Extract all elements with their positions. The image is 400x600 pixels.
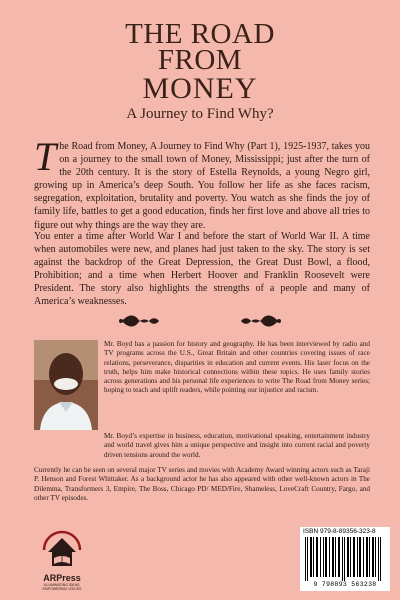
author-photo bbox=[34, 340, 98, 430]
barcode-number: 9 798893 563238 bbox=[313, 581, 377, 588]
barcode-icon bbox=[304, 537, 386, 581]
flourish-right-icon bbox=[238, 312, 282, 330]
title-line-2: FROM bbox=[157, 44, 243, 76]
title-line-3: MONEY bbox=[142, 72, 258, 105]
bio-paragraph-2a: Mr. Boyd’s expertise in business, education, motivational speaking, entertainment industry and world travel gives him a unique perspective and insight into current racial and poverty driven tensions around the world. bbox=[104, 432, 370, 459]
bio-paragraph-1: Mr. Boyd has a passion for history and geography. He has been interviewed by radio and TV programs across the U.S., Great Britain and other countries covering issues of race relations, perseverance, disparities in education and current events. His laser focus on the truth, helps him make historical connections within these topics. He uses family stories across generations and his personal life experiences to write The Road from Money series; hoping to teach and uplift readers, while pointing our injustice and racism. bbox=[104, 340, 370, 395]
title-line-1: THE ROAD bbox=[125, 18, 275, 50]
drop-cap: T bbox=[34, 134, 57, 179]
publisher-name: ARPress bbox=[43, 573, 81, 583]
isbn-text: ISBN 979-8-89356-323-8 bbox=[303, 528, 376, 535]
synopsis-paragraph-2: You enter a time after World War I and before the start of World War II. A time when automobiles were new, and planes had just taken to the sky. The story is set against the backdrop of the Great Depression, the Great Dust Bowl, a flood, Prohibition; and a time when Herbert Hoover and Franklin Roosevelt were President. The story also highlights the strengths of a people and many of America’s weaknesses. bbox=[34, 231, 370, 308]
synopsis-text-1: he Road from Money, A Journey to Find Why (Part 1), 1925-1937, takes you on a journey to the small town of Money, Mississippi; just after the turn of the 20th century. It is the story of Estella Reynolds, a young Negro girl, growing up in America’s deep South. You follow her life as she faces racism, segregation, exploitation, brutality and poverty. You watch as she finds the joy of family life, battles to get a good education, finds her first love and above all tries to figure out why things are the way they are. bbox=[34, 141, 370, 231]
flourish-left-icon bbox=[118, 312, 162, 330]
synopsis-paragraph-1 bbox=[34, 134, 370, 232]
publisher-tagline: ILLUMINATING IDEAS, EMPOWERING VOICES bbox=[42, 583, 82, 591]
bio-paragraph-2b: Currently he can be seen on several major TV series and movies with Academy Award winning actors such as Taraji P. Henson and Forest Whittaker. As a background actor he has also appeared with other well-known actors in The Dilemma, Transformers 3, Empire, The Boss, Chicago PD/ MED/Fire, Shameless, LoveCraft Country, Fargo, and other TV episodes. bbox=[34, 466, 370, 502]
subtitle: A Journey to Find Why? bbox=[126, 106, 274, 122]
